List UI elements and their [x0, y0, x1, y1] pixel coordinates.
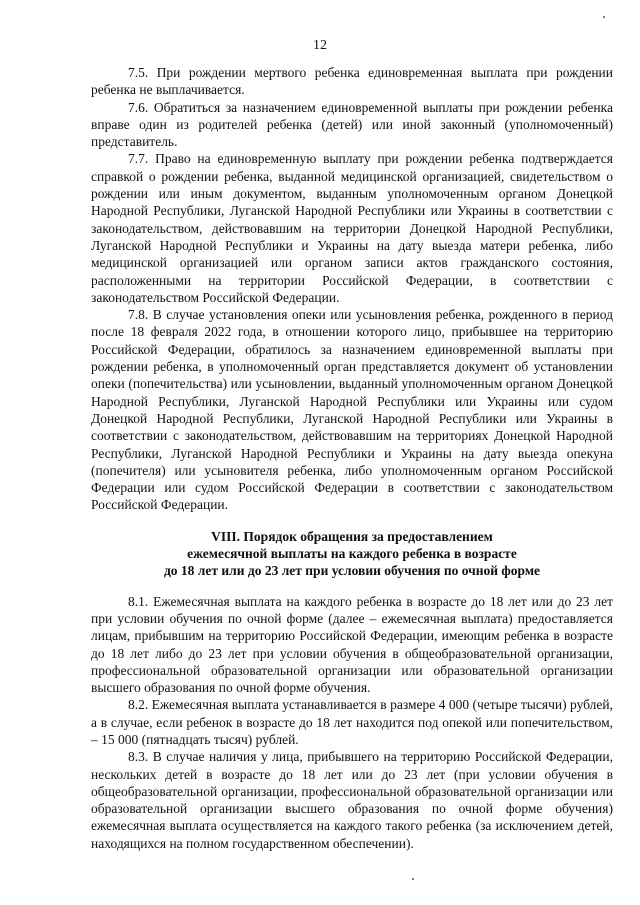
- section-heading-viii: [91, 528, 613, 580]
- paragraph-7-5: 7.5. При рождении мертвого ребенка единовременная выплата при рождении ребенка не выплачивается.: [91, 65, 613, 98]
- page-number: 12: [313, 38, 327, 53]
- scan-speck: [412, 878, 414, 880]
- paragraph-8-2: 8.2. Ежемесячная выплата устанавливается в размере 4 000 (четыре тысячи) рублей, а в случае, если ребенок в возрасте до 18 лет находится под опекой или попечительством, – 15 000 (пятнадцать тысяч) рублей.: [91, 697, 613, 747]
- paragraph-7-6: 7.6. Обратиться за назначением единовременной выплаты при рождении ребенка вправе один из родителей ребенка (детей) или иной законный (уполномоченный) представитель.: [91, 99, 613, 150]
- scan-speck: [603, 16, 605, 18]
- document-body: [91, 64, 613, 852]
- section-heading-line: до 18 лет или до 23 лет при условии обучения по очной форме: [163, 563, 541, 579]
- section-heading-line: VIII. Порядок обращения за предоставлением: [211, 528, 493, 544]
- paragraph-7-7: 7.7. Право на единовременную выплату при рождении ребенка подтверждается справкой о рождении ребенка, выданной медицинской организацией, свидетельством о рождении или иным документом, выданным уполномоченным органом Донецкой Народной Республики, Луганской Народной Республики или Украины в соответствии с законодательством, действовавшим на территории Донецкой Народной Республики, Луганской Народной Республики и Украины на дату выезда матери ребенка, либо медицинской организацией или органом записи актов гражданского состояния, расположенными на территории Российской Федерации, в соответствии с законодательством Российской Федерации.: [91, 151, 613, 305]
- paragraph-8-1: 8.1. Ежемесячная выплата на каждого ребенка в возрасте до 18 лет или до 23 лет при условии обучения по очной форме (далее – ежемесячная выплата) предоставляется лицам, прибывшим на территорию Российской Федерации, имеющим ребенка в возрасте до 18 лет либо до 23 лет при условии обучения в общеобразовательной организации, профессиональной образовательной организации или образовательной организации высшего образования по очной форме обучения.: [91, 593, 613, 696]
- section-heading-line: ежемесячной выплаты на каждого ребенка в возрасте: [187, 546, 517, 562]
- paragraph-8-3: 8.3. В случае наличия у лица, прибывшего на территорию Российской Федерации, нескольких детей в возрасте до 18 лет или до 23 лет (при условии обучения в общеобразовательной организации, профессиональной образовательной организации или образовательной организации высшего образования по очной форме обучения) ежемесячная выплата осуществляется на каждого такого ребенка (за исключением детей, находящихся на полном государственном обеспечении).: [91, 749, 613, 851]
- paragraph-7-8: 7.8. В случае установления опеки или усыновления ребенка, рожденного в период после 18 февраля 2022 года, в отношении которого лицо, прибывшее на территорию Российской Федерации, обратилось за назначением единовременной выплаты при рождении ребенка, в уполномоченный орган представляется документ об установлении опеки (попечительства) или усыновлении, выданный уполномоченным органом Донецкой Народной Республики, Луганской Народной Республики или Украины или судом Донецкой Народной Республики, Луганской Народной Республики или Украины в соответствии с законодательством, действовавшим на территориях Донецкой Народной Республики, Луганской Народной Республики и Украины на дату выезда опекуна (попечителя) или усыновителя ребенка, либо уполномоченным органом Российской Федерации или судом Российской Федерации в соответствии с законодательством Российской Федерации.: [91, 307, 613, 513]
